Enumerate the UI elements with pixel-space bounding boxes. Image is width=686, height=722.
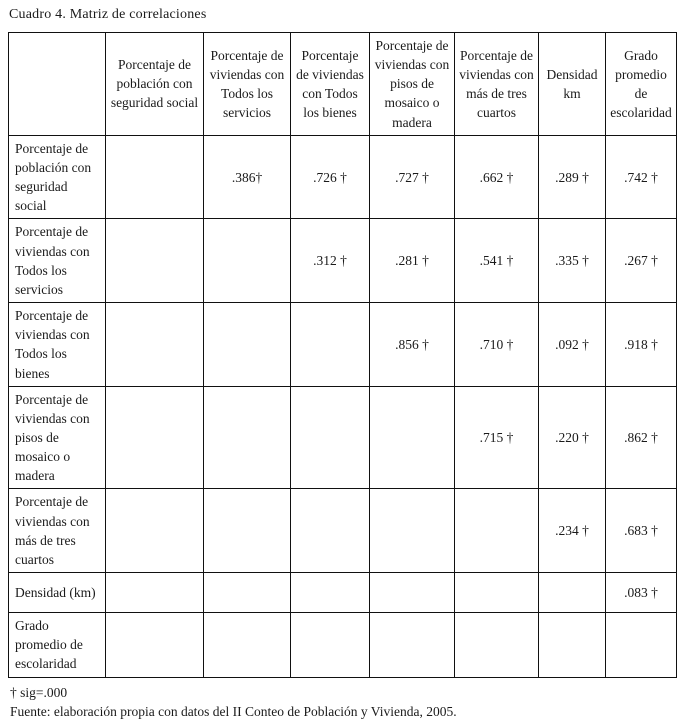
column-header: Densidad km bbox=[539, 33, 606, 136]
cell bbox=[106, 219, 204, 303]
table-body bbox=[9, 135, 677, 677]
row-header: Porcentaje de viviendas con pisos de mosaico o madera bbox=[9, 386, 106, 489]
row-header: Porcentaje de viviendas con más de tres cuartos bbox=[9, 489, 106, 573]
cell bbox=[539, 613, 606, 677]
cell bbox=[204, 573, 291, 613]
corner-cell bbox=[9, 33, 106, 136]
cell bbox=[106, 573, 204, 613]
table-header bbox=[9, 33, 677, 136]
cell bbox=[370, 573, 455, 613]
cell bbox=[539, 573, 606, 613]
cell: .662 † bbox=[455, 135, 539, 219]
cell: .083 † bbox=[606, 573, 677, 613]
cell: .234 † bbox=[539, 489, 606, 573]
cell bbox=[370, 489, 455, 573]
footnote-source: Fuente: elaboración propia con datos del II Conteo de Población y Vivienda, 2005. bbox=[10, 704, 457, 720]
cell: .710 † bbox=[455, 303, 539, 387]
table-row bbox=[9, 135, 677, 219]
cell bbox=[106, 303, 204, 387]
cell bbox=[106, 135, 204, 219]
cell bbox=[204, 303, 291, 387]
cell: .220 † bbox=[539, 386, 606, 489]
cell: .281 † bbox=[370, 219, 455, 303]
cell: .727 † bbox=[370, 135, 455, 219]
cell bbox=[106, 386, 204, 489]
cell: .683 † bbox=[606, 489, 677, 573]
cell bbox=[370, 613, 455, 677]
row-header: Porcentaje de viviendas con Todos los bienes bbox=[9, 303, 106, 387]
column-header: Grado promedio de escolaridad bbox=[606, 33, 677, 136]
cell: .092 † bbox=[539, 303, 606, 387]
cell bbox=[204, 386, 291, 489]
table-row bbox=[9, 219, 677, 303]
column-header: Porcentaje de viviendas con Todos los bienes bbox=[291, 33, 370, 136]
cell bbox=[291, 573, 370, 613]
table-row bbox=[9, 573, 677, 613]
cell: .335 † bbox=[539, 219, 606, 303]
cell bbox=[291, 303, 370, 387]
column-header: Porcentaje de viviendas con más de tres cuartos bbox=[455, 33, 539, 136]
table-row bbox=[9, 386, 677, 489]
table-row bbox=[9, 613, 677, 677]
cell: .918 † bbox=[606, 303, 677, 387]
cell bbox=[455, 613, 539, 677]
row-header: Porcentaje de población con seguridad social bbox=[9, 135, 106, 219]
cell: .715 † bbox=[455, 386, 539, 489]
column-header: Porcentaje de viviendas con pisos de mosaico o madera bbox=[370, 33, 455, 136]
cell: .289 † bbox=[539, 135, 606, 219]
cell bbox=[204, 219, 291, 303]
cell bbox=[606, 613, 677, 677]
cell bbox=[455, 573, 539, 613]
cell bbox=[204, 489, 291, 573]
table-row bbox=[9, 303, 677, 387]
cell bbox=[291, 489, 370, 573]
row-header: Densidad (km) bbox=[9, 573, 106, 613]
cell bbox=[106, 489, 204, 573]
row-header: Porcentaje de viviendas con Todos los servicios bbox=[9, 219, 106, 303]
correlation-matrix-table bbox=[8, 32, 677, 678]
cell: .386† bbox=[204, 135, 291, 219]
header-row bbox=[9, 33, 677, 136]
column-header: Porcentaje de viviendas con Todos los servicios bbox=[204, 33, 291, 136]
column-header: Porcentaje de población con seguridad social bbox=[106, 33, 204, 136]
footnotes bbox=[10, 683, 678, 722]
cell bbox=[204, 613, 291, 677]
footnote-significance: † sig=.000 bbox=[10, 684, 68, 700]
cell bbox=[455, 489, 539, 573]
cell bbox=[370, 386, 455, 489]
cell: .267 † bbox=[606, 219, 677, 303]
cell bbox=[291, 613, 370, 677]
cell: .312 † bbox=[291, 219, 370, 303]
table-title: Cuadro 4. Matriz de correlaciones bbox=[9, 7, 207, 22]
cell bbox=[106, 613, 204, 677]
cell: .541 † bbox=[455, 219, 539, 303]
cell: .862 † bbox=[606, 386, 677, 489]
cell bbox=[291, 386, 370, 489]
cell: .726 † bbox=[291, 135, 370, 219]
row-header: Grado promedio de escolaridad bbox=[9, 613, 106, 677]
cell: .856 † bbox=[370, 303, 455, 387]
table-row bbox=[9, 489, 677, 573]
cell: .742 † bbox=[606, 135, 677, 219]
